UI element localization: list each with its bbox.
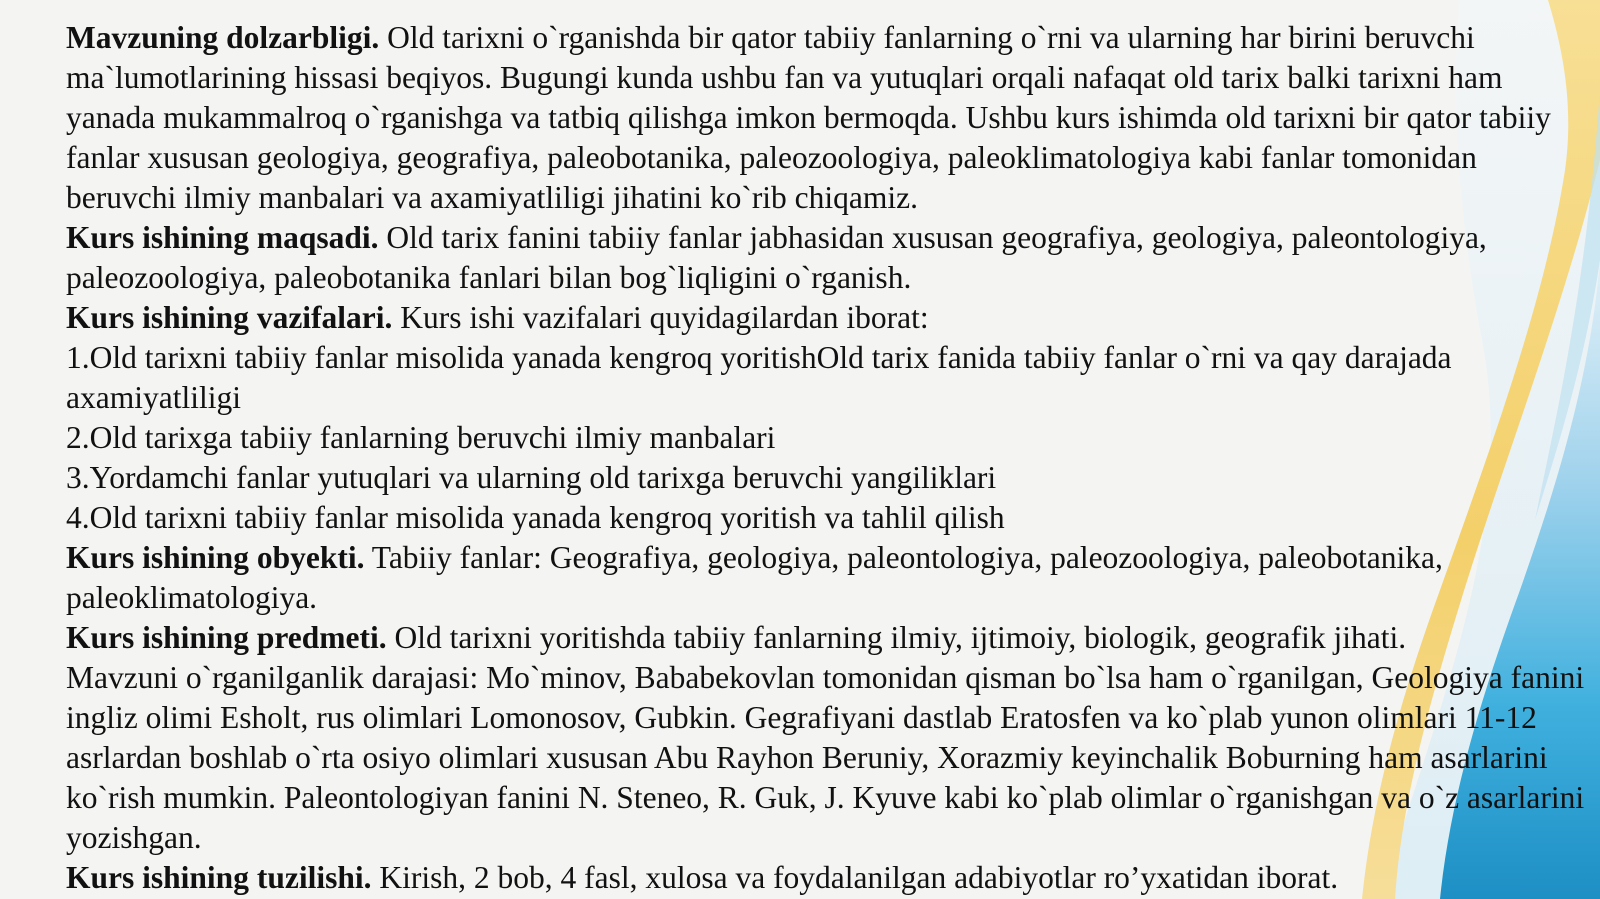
heading-relevance: Mavzuning dolzarbligi.: [66, 20, 380, 55]
paragraph-tasks: [66, 298, 1586, 338]
list-item-task-2: [66, 418, 1586, 458]
text-research-level: Mavzuni o`rganilganlik darajasi: Mo`minov, Bababekovlan tomonidan qisman bo`lsa ham o`rganilgan, Geologiya fanini ingliz olimi Esholt, rus olimlari Lomonosov, Gubkin. Gegrafiyani dastlab Eratosfen va ko`plab yunon olimlari 11-12 asrlardan boshlab o`rta osiyo olimlari xususan Abu Rayhon Beruniy, Xorazmiy keyinchalik Boburning ham asarlarini ko`rish mumkin. Paleontologiyan fanini N. Steneo, R. Guk, J. Kyuve kabi ko`plab olimlar o`rganishgan va o`z asarlarini yozishgan.: [66, 660, 1585, 855]
heading-object: Kurs ishining obyekti.: [66, 540, 365, 575]
text-task-1: 1.Old tarixni tabiiy fanlar misolida yanada kengroq yoritishOld tarix fanida tabiiy fanlar o`rni va qay darajada axamiyatliligi: [66, 340, 1452, 415]
text-task-4: 4.Old tarixni tabiiy fanlar misolida yanada kengroq yoritish va tahlil qilish: [66, 500, 1005, 535]
heading-goal: Kurs ishining maqsadi.: [66, 220, 379, 255]
list-item-task-3: [66, 458, 1586, 498]
paragraph-structure: [66, 858, 1586, 898]
text-object: Tabiiy fanlar: Geografiya, geologiya, paleontologiya, paleozoologiya, paleobotanika, paleoklimatologiya.: [66, 540, 1443, 615]
paragraph-research-level: [66, 658, 1586, 858]
list-item-task-1: [66, 338, 1586, 418]
slide-text-body: [66, 18, 1586, 898]
text-subject: Old tarixni yoritishda tabiiy fanlarning ilmiy, ijtimoiy, biologik, geografik jihati.: [386, 620, 1407, 655]
text-relevance: Old tarixni o`rganishda bir qator tabiiy fanlarning o`rni va ularning har birini beruvchi ma`lumotlarining hissasi beqiyos. Bugungi kunda ushbu fan va yutuqlari orqali nafaqat old tarix balki tarixni ham yanada mukammalroq o`rganishga va tatbiq qilishga imkon bermoqda. Ushbu kurs ishimda old tarixni bir qator tabiiy fanlar xususan geologiya, geografiya, paleobotanika, paleozoologiya, paleoklimatologiya kabi fanlar tomonidan beruvchi ilmiy manbalari va axamiyatliligi jihatini ko`rib chiqamiz.: [66, 20, 1551, 215]
text-structure: Kirish, 2 bob, 4 fasl, xulosa va foydalanilgan adabiyotlar ro’yxatidan iborat.: [371, 860, 1339, 895]
text-goal: Old tarix fanini tabiiy fanlar jabhasidan xususan geografiya, geologiya, paleontologiya, paleozoologiya, paleobotanika fanlari bilan bog`liqligini o`rganish.: [66, 220, 1487, 295]
text-task-3: 3.Yordamchi fanlar yutuqlari va ularning old tarixga beruvchi yangiliklari: [66, 460, 997, 495]
paragraph-object: [66, 538, 1586, 618]
heading-structure: Kurs ishining tuzilishi.: [66, 860, 372, 895]
heading-subject: Kurs ishining predmeti.: [66, 620, 387, 655]
paragraph-subject: [66, 618, 1586, 658]
text-task-2: 2.Old tarixga tabiiy fanlarning beruvchi ilmiy manbalari: [66, 420, 776, 455]
list-item-task-4: [66, 498, 1586, 538]
paragraph-relevance: [66, 18, 1586, 218]
paragraph-goal: [66, 218, 1586, 298]
heading-tasks: Kurs ishining vazifalari.: [66, 300, 393, 335]
text-tasks: Kurs ishi vazifalari quyidagilardan iborat:: [392, 300, 929, 335]
